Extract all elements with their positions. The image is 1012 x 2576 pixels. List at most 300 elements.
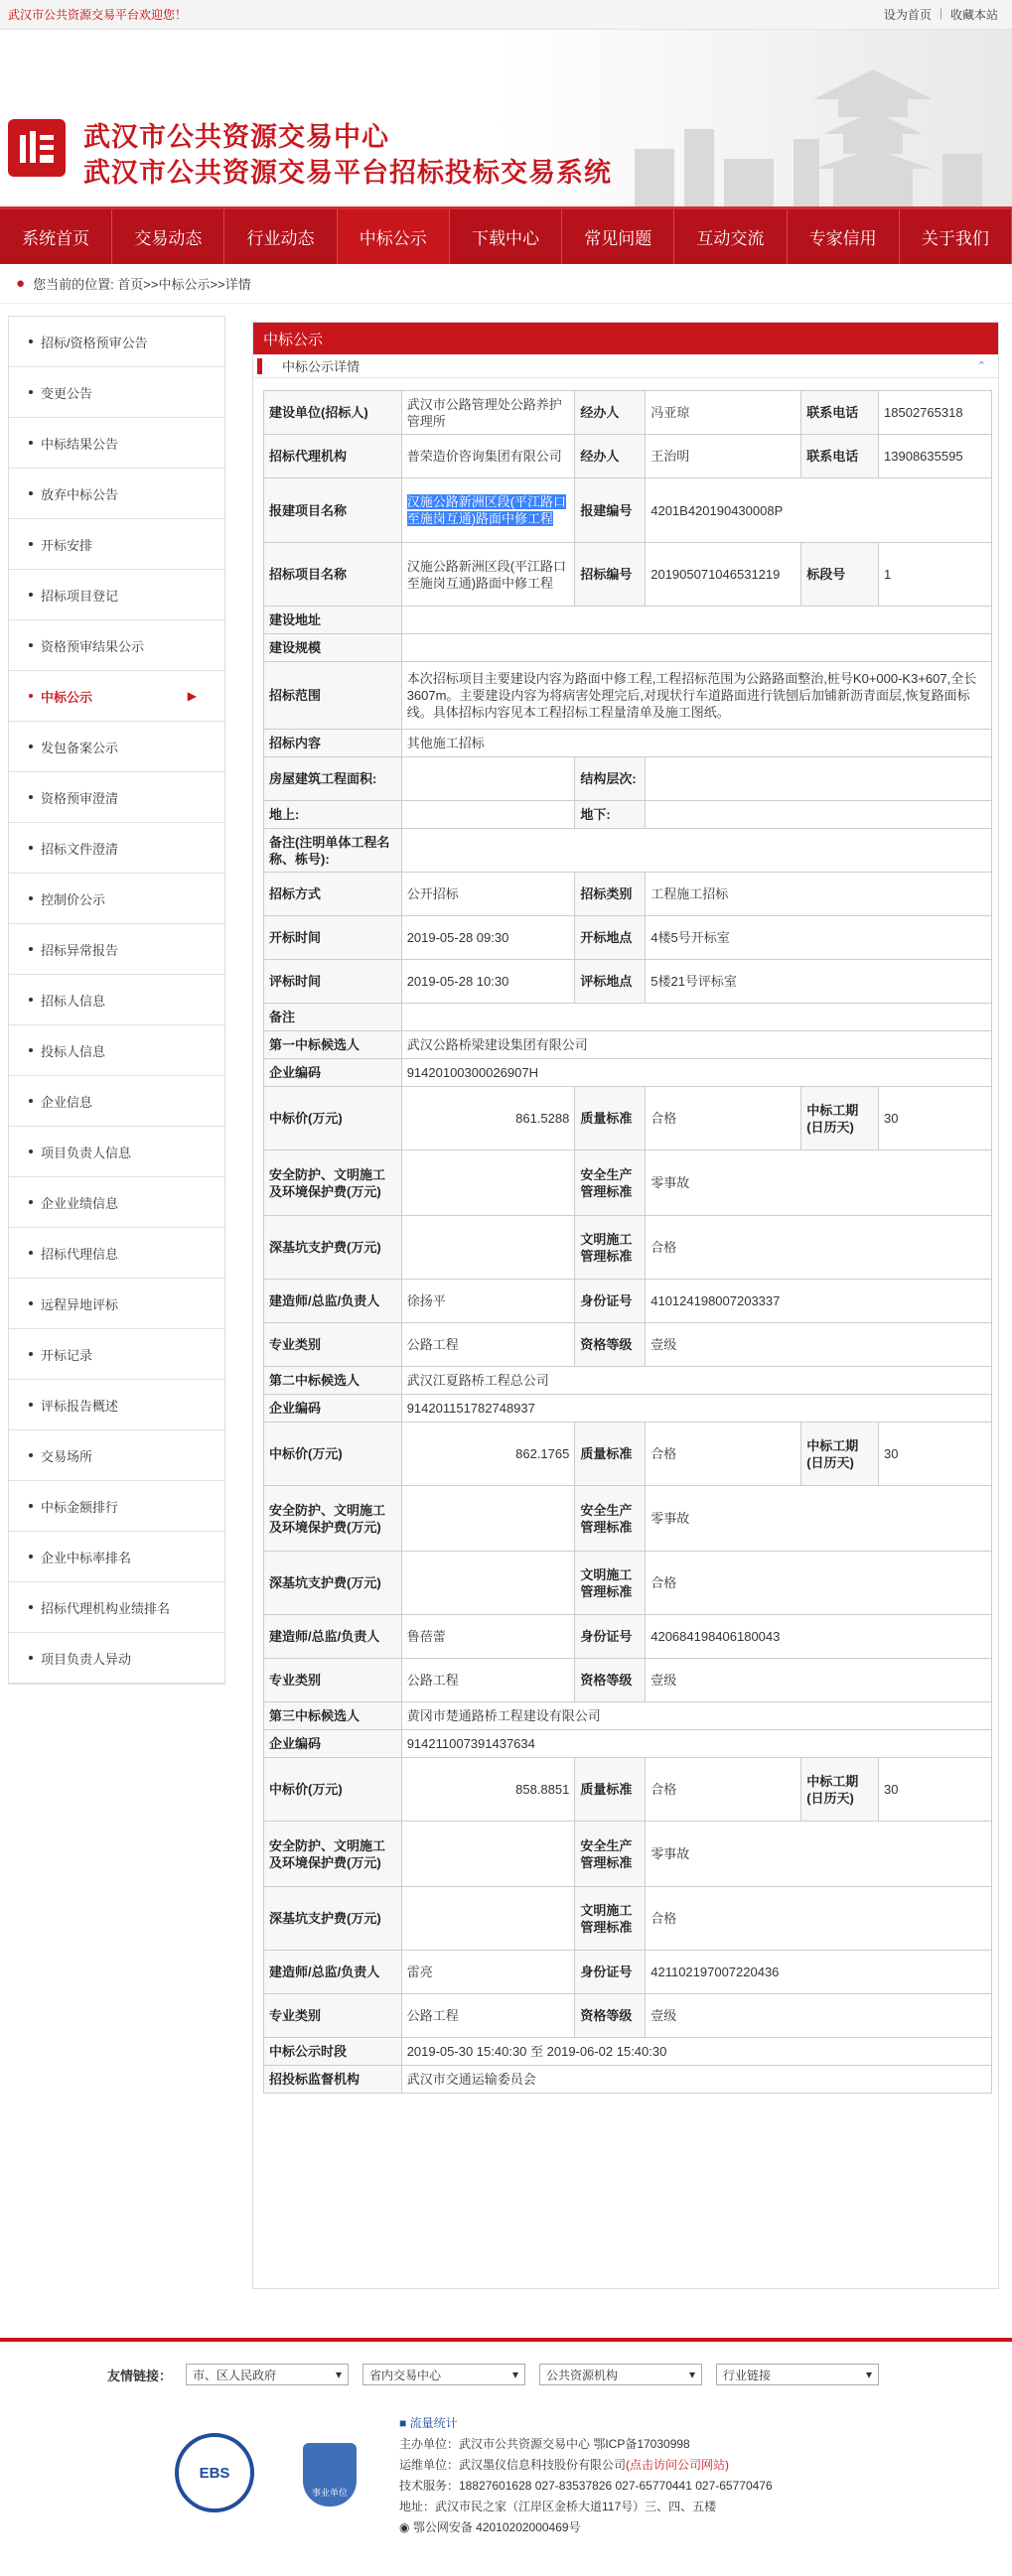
agency-value: 普荣造价咨询集团有限公司 bbox=[401, 435, 575, 478]
gov-links-select[interactable] bbox=[186, 2364, 349, 2385]
sidebar-item[interactable] bbox=[9, 1430, 224, 1481]
triangle-right-icon: ▶ bbox=[187, 689, 197, 703]
selected-text[interactable]: 汉施公路新洲区段(平江路口至施岗互通)路面中修工程 bbox=[406, 494, 567, 526]
field-label: 安全防护、文明施工及环境保护费(万元) bbox=[264, 1822, 402, 1887]
candidate-name: 武汉公路桥梁建设集团有限公司 bbox=[401, 1031, 991, 1059]
period-value: 30 bbox=[879, 1758, 992, 1822]
sidebar-item[interactable] bbox=[9, 1532, 224, 1582]
sidebar-item[interactable] bbox=[9, 874, 224, 924]
maintainer-text: 运维单位：武汉墨仪信息科技股份有限公司 bbox=[399, 2458, 627, 2472]
bid-price: 861.5288 bbox=[401, 1087, 575, 1151]
select-value: 省内交易中心 bbox=[369, 2368, 442, 2382]
bid-no-value: 201905071046531219 bbox=[646, 543, 801, 607]
sidebar-item-active[interactable] bbox=[9, 671, 224, 722]
field-label: 招标项目名称 bbox=[264, 543, 402, 607]
bullet-icon bbox=[29, 1048, 33, 1052]
field-label: 资格等级 bbox=[575, 1323, 646, 1367]
sidebar-item[interactable] bbox=[9, 823, 224, 874]
section-no-value: 1 bbox=[879, 543, 992, 607]
field-label: 招标内容 bbox=[264, 730, 402, 757]
top-links bbox=[884, 6, 998, 23]
person-value: 雷亮 bbox=[401, 1951, 575, 1994]
sidebar-item[interactable] bbox=[9, 469, 224, 519]
sidebar-item-label: 开标记录 bbox=[41, 1347, 93, 1363]
public-resource-select[interactable] bbox=[539, 2364, 702, 2385]
sidebar-item-label: 控制价公示 bbox=[41, 891, 106, 907]
quality-value: 合格 bbox=[646, 1758, 801, 1822]
nav-download[interactable]: 下载中心 bbox=[450, 209, 562, 264]
table-row bbox=[264, 1280, 992, 1323]
field-label: 质量标准 bbox=[575, 1087, 646, 1151]
field-label: 中标工期(日历天) bbox=[801, 1087, 879, 1151]
field-label: 建设单位(招标人) bbox=[264, 391, 402, 435]
field-label: 文明施工管理标准 bbox=[575, 1552, 646, 1615]
field-label: 评标时间 bbox=[264, 960, 402, 1004]
welcome-text: 武汉市公共资源交易平台欢迎您！ bbox=[8, 8, 188, 22]
supervisor-value: 武汉市交通运输委员会 bbox=[401, 2066, 991, 2094]
field-label: 建造师/总监/负责人 bbox=[264, 1615, 402, 1659]
field-label: 联系电话 bbox=[801, 391, 879, 435]
nav-interaction[interactable]: 互动交流 bbox=[674, 209, 787, 264]
panel-subtitle: 中标公示详情 bbox=[282, 359, 361, 374]
below-value bbox=[646, 801, 992, 829]
manager-value: 冯亚琼 bbox=[646, 391, 801, 435]
sidebar-item[interactable] bbox=[9, 1329, 224, 1380]
table-row bbox=[264, 1730, 992, 1758]
field-label: 深基坑支护费(万元) bbox=[264, 1216, 402, 1280]
field-label: 招标编号 bbox=[575, 543, 646, 607]
builder-value: 武汉市公路管理处公路养护管理所 bbox=[401, 391, 575, 435]
field-label: 专业类别 bbox=[264, 1994, 402, 2038]
bullet-icon bbox=[29, 896, 33, 900]
field-label: 招投标监督机构 bbox=[264, 2066, 402, 2094]
table-row bbox=[264, 801, 992, 829]
field-label: 招标范围 bbox=[264, 662, 402, 730]
table-row bbox=[264, 607, 992, 634]
site-logo[interactable] bbox=[8, 119, 66, 177]
bullet-icon bbox=[29, 1200, 33, 1204]
category-value: 工程施工招标 bbox=[646, 873, 992, 916]
field-label: 建设规模 bbox=[264, 634, 402, 662]
pit-fee-value bbox=[401, 1552, 575, 1615]
footer-info bbox=[399, 2413, 773, 2538]
major-value: 公路工程 bbox=[401, 1659, 575, 1702]
nav-about[interactable]: 关于我们 bbox=[900, 209, 1012, 264]
civil-std-value: 合格 bbox=[646, 1887, 992, 1951]
sidebar-item[interactable] bbox=[9, 570, 224, 620]
table-row bbox=[264, 1702, 992, 1730]
table-row bbox=[264, 435, 992, 478]
remark-value bbox=[401, 1004, 991, 1031]
field-label: 身份证号 bbox=[575, 1951, 646, 1994]
bullet-icon bbox=[29, 1504, 33, 1508]
field-label: 安全防护、文明施工及环境保护费(万元) bbox=[264, 1151, 402, 1216]
police-record-text: 鄂公网安备 42010202000469号 bbox=[412, 2520, 581, 2534]
company-code: 914211007391437634 bbox=[401, 1730, 991, 1758]
field-label: 标段号 bbox=[801, 543, 879, 607]
public-institution-badge-icon[interactable] bbox=[303, 2443, 357, 2507]
period-value: 30 bbox=[879, 1423, 992, 1486]
bullet-icon bbox=[29, 441, 33, 445]
award-detail-table bbox=[263, 390, 992, 2094]
top-bar bbox=[0, 0, 1012, 30]
table-row bbox=[264, 1887, 992, 1951]
sidebar-item-label: 投标人信息 bbox=[41, 1043, 106, 1059]
field-label: 地上: bbox=[264, 801, 402, 829]
civil-std-value: 合格 bbox=[646, 1552, 992, 1615]
field-label: 中标价(万元) bbox=[264, 1758, 402, 1822]
table-row bbox=[264, 1486, 992, 1552]
sidebar-item-label: 远程异地评标 bbox=[41, 1296, 119, 1312]
sidebar-item[interactable] bbox=[9, 519, 224, 570]
collapse-icon[interactable]: ⌃ bbox=[976, 360, 986, 372]
sidebar-item-label: 开标安排 bbox=[41, 537, 93, 553]
above-value bbox=[401, 801, 575, 829]
table-row bbox=[264, 1423, 992, 1486]
eval-time-value: 2019-05-28 10:30 bbox=[401, 960, 575, 1004]
chevron-down-icon: ▾ bbox=[865, 2368, 873, 2381]
bid-project-value: 汉施公路新洲区段(平江路口至施岗互通)路面中修工程 bbox=[401, 543, 575, 607]
detail-panel bbox=[252, 322, 999, 2289]
table-row bbox=[264, 916, 992, 960]
add-favorite-link[interactable]: 收藏本站 bbox=[949, 8, 998, 22]
field-label: 地下: bbox=[575, 801, 646, 829]
project-name-value bbox=[401, 478, 575, 543]
field-label: 报建编号 bbox=[575, 478, 646, 543]
sidebar-item-label: 中标公示 bbox=[41, 689, 93, 705]
company-site-link[interactable]: (点击访问公司网站) bbox=[626, 2458, 730, 2472]
site-footer bbox=[0, 2338, 1012, 2576]
public-period-value: 2019-05-30 15:40:30 至 2019-06-02 15:40:30 bbox=[401, 2038, 991, 2066]
site-subtitle: 武汉市公共资源交易平台招标投标交易系统 bbox=[83, 158, 612, 188]
civil-std-value: 合格 bbox=[646, 1216, 992, 1280]
field-label: 深基坑支护费(万元) bbox=[264, 1887, 402, 1951]
sidebar-item-label: 项目负责人信息 bbox=[41, 1145, 132, 1160]
ebs-badge-icon[interactable]: EBS bbox=[175, 2433, 254, 2512]
field-label: 中标工期(日历天) bbox=[801, 1758, 879, 1822]
table-row bbox=[264, 543, 992, 607]
sidebar-item-label: 招标代理信息 bbox=[41, 1246, 119, 1262]
sidebar-item[interactable] bbox=[9, 1025, 224, 1076]
industry-links-select[interactable] bbox=[716, 2364, 879, 2385]
table-row bbox=[264, 1994, 992, 2038]
nav-industry-news[interactable]: 行业动态 bbox=[224, 209, 337, 264]
divider: | bbox=[939, 6, 942, 20]
sidebar-item-label: 招标/资格预审公告 bbox=[41, 335, 148, 350]
open-place-value: 4楼5号开标室 bbox=[646, 916, 992, 960]
table-row bbox=[264, 757, 992, 801]
field-label: 结构层次: bbox=[575, 757, 646, 801]
nav-faq[interactable]: 常见问题 bbox=[562, 209, 674, 264]
field-label: 质量标准 bbox=[575, 1758, 646, 1822]
field-label: 文明施工管理标准 bbox=[575, 1887, 646, 1951]
quality-value: 合格 bbox=[646, 1087, 801, 1151]
sidebar-item[interactable] bbox=[9, 1127, 224, 1177]
sidebar-item-label: 发包备案公示 bbox=[41, 740, 119, 755]
bullet-icon bbox=[29, 339, 33, 343]
table-row bbox=[264, 1758, 992, 1822]
bullet-icon bbox=[29, 1453, 33, 1457]
sidebar-item-label: 变更公告 bbox=[41, 385, 93, 401]
bullet-icon bbox=[29, 1099, 33, 1103]
sidebar-item[interactable] bbox=[9, 924, 224, 975]
table-row bbox=[264, 1004, 992, 1031]
scope-value: 本次招标项目主要建设内容为路面中修工程,工程招标范围为公路路面整治,桩号K0+000-K3+607,全长3607m。主要建设内容为将病害处理完后,对现状行车道路面进行铣刨后加铺新沥青面层,恢复路面标线。具体招标内容见本工程招标工程量清单及施工图纸。 bbox=[401, 662, 991, 730]
structure-value bbox=[646, 757, 992, 801]
select-value: 市、区人民政府 bbox=[193, 2368, 277, 2382]
bullet-icon bbox=[29, 947, 33, 951]
quality-value: 合格 bbox=[646, 1423, 801, 1486]
safety-std-value: 零事故 bbox=[646, 1822, 992, 1887]
set-home-link[interactable]: 设为首页 bbox=[883, 8, 932, 22]
bullet-icon bbox=[29, 694, 33, 698]
sidebar-item-label: 招标文件澄清 bbox=[41, 841, 119, 857]
bid-price: 862.1765 bbox=[401, 1423, 575, 1486]
bullet-icon bbox=[29, 846, 33, 850]
table-row bbox=[264, 1659, 992, 1702]
bullet-icon bbox=[29, 795, 33, 799]
sidebar-item[interactable] bbox=[9, 1279, 224, 1329]
table-row bbox=[264, 662, 992, 730]
police-record bbox=[399, 2517, 773, 2538]
field-label: 资格等级 bbox=[575, 1994, 646, 2038]
table-row bbox=[264, 2038, 992, 2066]
maintainer-info bbox=[399, 2455, 773, 2476]
sidebar-item[interactable] bbox=[9, 367, 224, 418]
location-pin-icon: ● bbox=[16, 275, 26, 292]
pit-fee-value bbox=[401, 1216, 575, 1280]
field-label: 招标方式 bbox=[264, 873, 402, 916]
field-label: 深基坑支护费(万元) bbox=[264, 1552, 402, 1615]
sidebar-item-label: 交易场所 bbox=[41, 1448, 93, 1464]
candidate-label: 第二中标候选人 bbox=[264, 1367, 402, 1395]
project-no-value: 4201B420190430008P bbox=[646, 478, 992, 543]
safety-fee-value bbox=[401, 1486, 575, 1552]
sidebar-item-label: 企业信息 bbox=[41, 1094, 93, 1110]
field-label: 联系电话 bbox=[801, 435, 879, 478]
sidebar-item-label: 项目负责人异动 bbox=[41, 1651, 132, 1667]
bullet-icon bbox=[29, 1656, 33, 1660]
field-label: 备注(注明单体工程名称、栋号): bbox=[264, 829, 402, 873]
sidebar bbox=[8, 316, 225, 1685]
safety-std-value: 零事故 bbox=[646, 1486, 992, 1552]
company-code: 91420100300026907H bbox=[401, 1059, 991, 1087]
sidebar-item[interactable] bbox=[9, 418, 224, 469]
badge-text: 事业单位 bbox=[311, 2488, 348, 2498]
manager-value: 王治明 bbox=[646, 435, 801, 478]
traffic-stats-link[interactable] bbox=[399, 2413, 773, 2434]
sidebar-item-label: 招标项目登记 bbox=[41, 588, 119, 604]
table-row bbox=[264, 1031, 992, 1059]
chevron-down-icon: ▾ bbox=[688, 2368, 696, 2381]
table-row bbox=[264, 1822, 992, 1887]
field-label: 安全生产管理标准 bbox=[575, 1486, 646, 1552]
field-label: 企业编码 bbox=[264, 1059, 402, 1087]
field-label: 建造师/总监/负责人 bbox=[264, 1951, 402, 1994]
bullet-icon bbox=[29, 1352, 33, 1356]
table-row bbox=[264, 2066, 992, 2094]
candidate-name: 黄冈市楚通路桥工程建设有限公司 bbox=[401, 1702, 991, 1730]
safety-fee-value bbox=[401, 1151, 575, 1216]
field-label: 专业类别 bbox=[264, 1659, 402, 1702]
traffic-stats-label: 流量统计 bbox=[409, 2416, 458, 2430]
site-title: 武汉市公共资源交易中心 bbox=[83, 122, 389, 152]
safety-fee-value bbox=[401, 1822, 575, 1887]
sidebar-item[interactable] bbox=[9, 1582, 224, 1633]
bullet-icon bbox=[29, 1301, 33, 1305]
bullet-icon bbox=[29, 745, 33, 748]
field-label: 经办人 bbox=[575, 435, 646, 478]
area-value bbox=[401, 757, 575, 801]
table-row bbox=[264, 634, 992, 662]
major-value: 公路工程 bbox=[401, 1994, 575, 2038]
address-value bbox=[401, 607, 991, 634]
person-value: 鲁蓓蕾 bbox=[401, 1615, 575, 1659]
table-row bbox=[264, 1323, 992, 1367]
sidebar-item-label: 资格预审澄清 bbox=[41, 790, 119, 806]
table-row bbox=[264, 1552, 992, 1615]
scale-value bbox=[401, 634, 991, 662]
field-label: 建造师/总监/负责人 bbox=[264, 1280, 402, 1323]
address-info: 地址：武汉市民之家（江岸区金桥大道117号）三、四、五楼 bbox=[399, 2500, 717, 2513]
table-row bbox=[264, 478, 992, 543]
period-value: 30 bbox=[879, 1087, 992, 1151]
table-row bbox=[264, 1216, 992, 1280]
nav-expert-credit[interactable]: 专家信用 bbox=[788, 209, 900, 264]
table-row bbox=[264, 1615, 992, 1659]
sidebar-item[interactable] bbox=[9, 772, 224, 823]
table-row bbox=[264, 1367, 992, 1395]
sidebar-item-label: 招标代理机构业绩排名 bbox=[41, 1600, 171, 1616]
field-label: 备注 bbox=[264, 1004, 402, 1031]
bullet-icon bbox=[29, 1403, 33, 1407]
nav-home[interactable]: 系统首页 bbox=[0, 209, 112, 264]
nav-award-notice[interactable]: 中标公示 bbox=[338, 209, 450, 264]
sidebar-item[interactable] bbox=[9, 1481, 224, 1532]
candidate-label: 第三中标候选人 bbox=[264, 1702, 402, 1730]
sidebar-item-label: 放弃中标公告 bbox=[41, 486, 119, 502]
eval-place-value: 5楼21号评标室 bbox=[646, 960, 992, 1004]
major-value: 公路工程 bbox=[401, 1323, 575, 1367]
phone-value: 18502765318 bbox=[879, 391, 992, 435]
field-label: 质量标准 bbox=[575, 1423, 646, 1486]
table-row bbox=[264, 873, 992, 916]
breadcrumb bbox=[0, 264, 1012, 304]
nav-trade-news[interactable]: 交易动态 bbox=[112, 209, 224, 264]
field-label: 身份证号 bbox=[575, 1280, 646, 1323]
trade-center-select[interactable] bbox=[362, 2364, 525, 2385]
table-row bbox=[264, 960, 992, 1004]
field-label: 开标时间 bbox=[264, 916, 402, 960]
chart-icon: ■ bbox=[399, 2416, 410, 2430]
sidebar-item[interactable] bbox=[9, 620, 224, 671]
sidebar-item-label: 资格预审结果公示 bbox=[41, 638, 145, 654]
open-time-value: 2019-05-28 09:30 bbox=[401, 916, 575, 960]
field-label: 安全生产管理标准 bbox=[575, 1822, 646, 1887]
field-label: 专业类别 bbox=[264, 1323, 402, 1367]
sidebar-item[interactable] bbox=[9, 722, 224, 772]
sidebar-item-label: 企业业绩信息 bbox=[41, 1195, 119, 1211]
panel-title: 中标公示 bbox=[253, 323, 998, 354]
breadcrumb-text[interactable]: 您当前的位置: 首页>>中标公示>>详情 bbox=[33, 277, 251, 292]
field-label: 身份证号 bbox=[575, 1615, 646, 1659]
sidebar-item-label: 招标人信息 bbox=[41, 993, 106, 1009]
field-label: 建设地址 bbox=[264, 607, 402, 634]
bullet-icon bbox=[29, 1251, 33, 1255]
field-label: 中标工期(日历天) bbox=[801, 1423, 879, 1486]
friend-links bbox=[107, 2364, 879, 2385]
person-value: 徐扬平 bbox=[401, 1280, 575, 1323]
chevron-down-icon: ▾ bbox=[335, 2368, 343, 2381]
friend-links-label: 友情链接： bbox=[107, 2368, 173, 2383]
safety-std-value: 零事故 bbox=[646, 1151, 992, 1216]
field-label: 招标代理机构 bbox=[264, 435, 402, 478]
field-label: 开标地点 bbox=[575, 916, 646, 960]
field-label: 经办人 bbox=[575, 391, 646, 435]
table-row bbox=[264, 1087, 992, 1151]
field-label: 房屋建筑工程面积: bbox=[264, 757, 402, 801]
sidebar-item[interactable] bbox=[9, 1177, 224, 1228]
sidebar-item-label: 评标报告概述 bbox=[41, 1398, 119, 1414]
sidebar-item-label: 招标异常报告 bbox=[41, 942, 119, 958]
sidebar-item[interactable] bbox=[9, 317, 224, 367]
level-value: 壹级 bbox=[646, 1994, 992, 2038]
field-label: 资格等级 bbox=[575, 1659, 646, 1702]
field-label: 中标价(万元) bbox=[264, 1423, 402, 1486]
field-label: 中标公示时段 bbox=[264, 2038, 402, 2066]
select-value: 行业链接 bbox=[723, 2368, 772, 2382]
bullet-icon bbox=[29, 1605, 33, 1609]
table-row bbox=[264, 1059, 992, 1087]
sidebar-item[interactable] bbox=[9, 1076, 224, 1127]
candidate-name: 武汉江夏路桥工程总公司 bbox=[401, 1367, 991, 1395]
phone-value: 13908635595 bbox=[879, 435, 992, 478]
accent-bar bbox=[257, 358, 262, 374]
field-label: 企业编码 bbox=[264, 1730, 402, 1758]
remark-building-value bbox=[401, 829, 991, 873]
company-code: 914201151782748937 bbox=[401, 1395, 991, 1423]
table-row bbox=[264, 730, 992, 757]
table-row bbox=[264, 391, 992, 435]
bullet-icon bbox=[29, 390, 33, 394]
table-row bbox=[264, 1151, 992, 1216]
pit-fee-value bbox=[401, 1887, 575, 1951]
bullet-icon bbox=[29, 1150, 33, 1153]
candidate-label: 第一中标候选人 bbox=[264, 1031, 402, 1059]
field-label: 评标地点 bbox=[575, 960, 646, 1004]
sidebar-item[interactable] bbox=[9, 1228, 224, 1279]
method-value: 公开招标 bbox=[401, 873, 575, 916]
bullet-icon bbox=[29, 998, 33, 1002]
level-value: 壹级 bbox=[646, 1323, 992, 1367]
content-value: 其他施工招标 bbox=[401, 730, 991, 757]
field-label: 文明施工管理标准 bbox=[575, 1216, 646, 1280]
police-badge-icon: ◉ bbox=[399, 2520, 413, 2534]
field-label: 中标价(万元) bbox=[264, 1087, 402, 1151]
site-header bbox=[0, 30, 1012, 206]
idno-value: 420684198406180043 bbox=[646, 1615, 992, 1659]
tech-support-info: 技术服务：18827601628 027-83537826 027-65770441 027-65770476 bbox=[399, 2479, 773, 2493]
sidebar-item[interactable] bbox=[9, 1380, 224, 1430]
sidebar-item[interactable] bbox=[9, 975, 224, 1025]
bullet-icon bbox=[29, 643, 33, 647]
sidebar-item[interactable] bbox=[9, 1633, 224, 1684]
bullet-icon bbox=[29, 542, 33, 546]
bullet-icon bbox=[29, 593, 33, 597]
panel-subheader bbox=[253, 354, 998, 378]
table-row bbox=[264, 1951, 992, 1994]
field-label: 报建项目名称 bbox=[264, 478, 402, 543]
